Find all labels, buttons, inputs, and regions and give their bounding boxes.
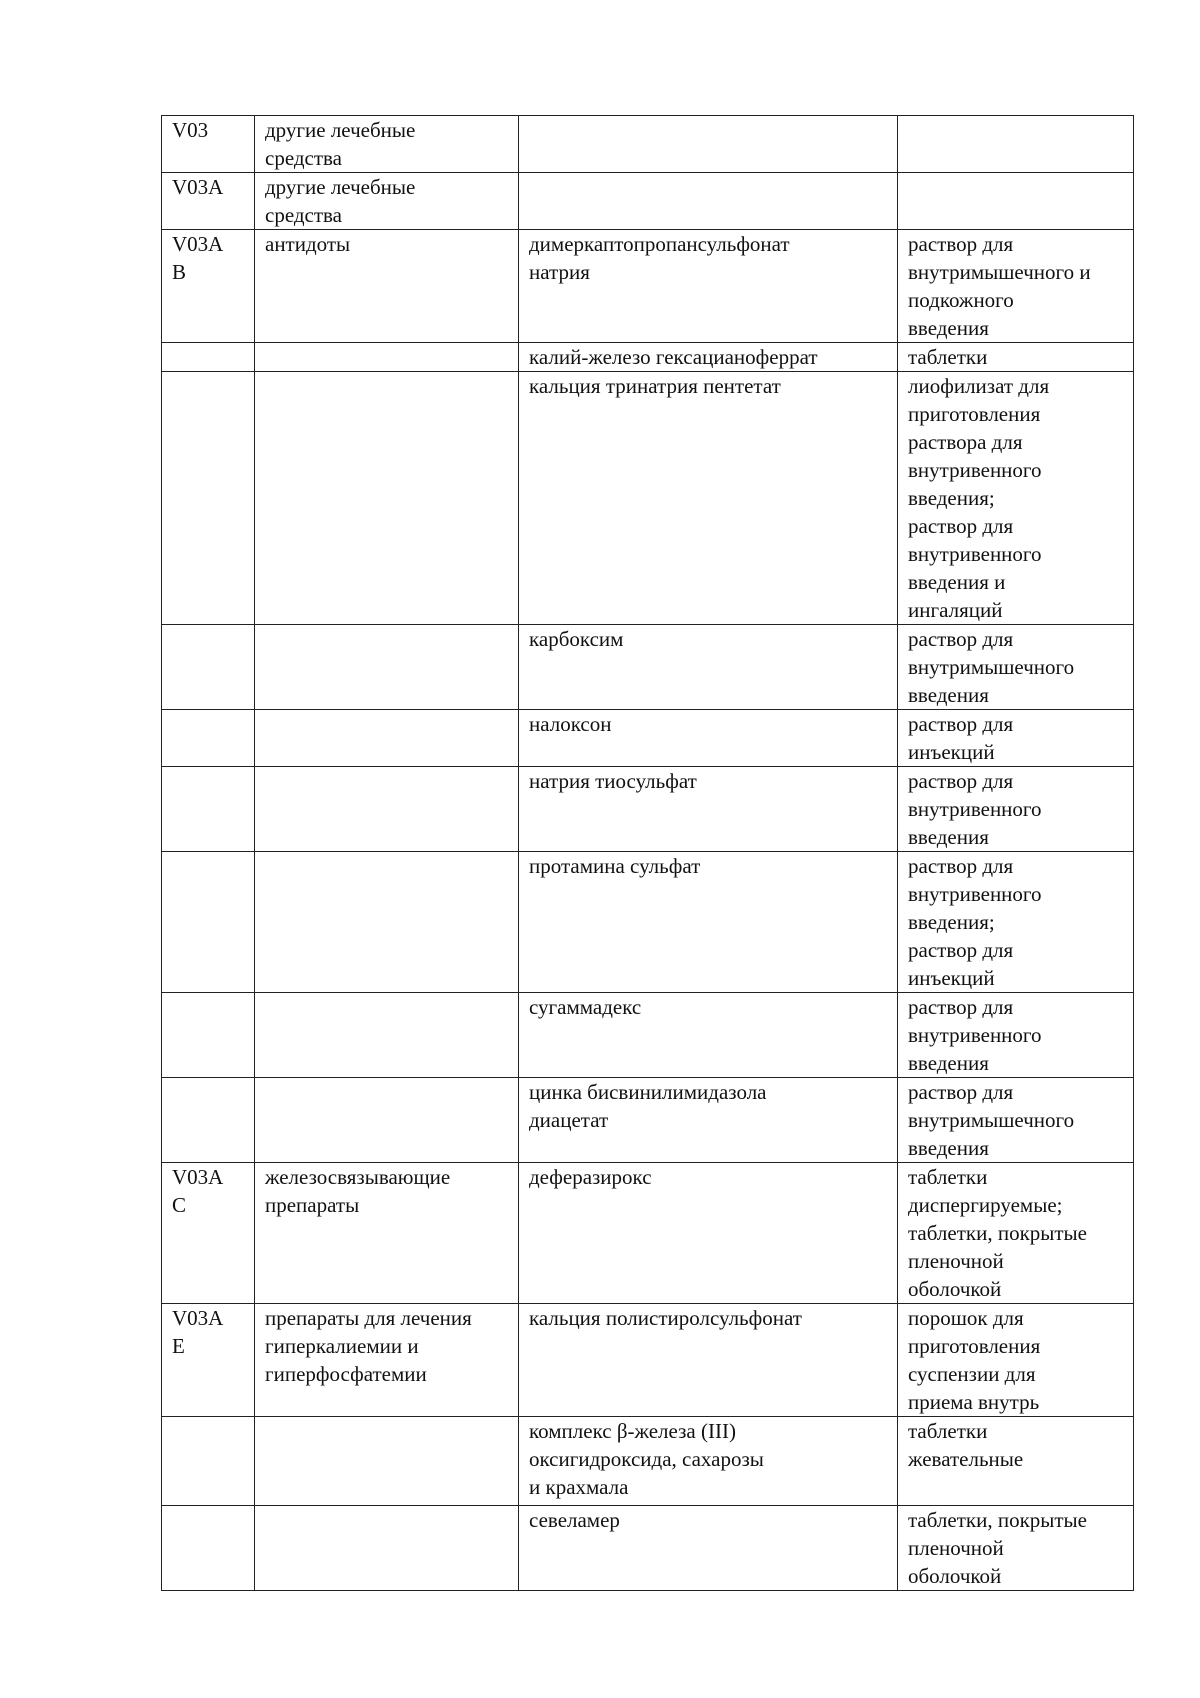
group-cell — [255, 625, 519, 710]
group-cell — [255, 710, 519, 767]
table-row — [162, 1304, 1134, 1417]
dosage-form-cell — [898, 173, 1134, 230]
table-row — [162, 1163, 1134, 1304]
dosage-form-cell: раствор для внутримышечного введения — [898, 625, 1134, 710]
atc-code-cell: V03A C — [162, 1163, 255, 1304]
group-cell — [255, 767, 519, 852]
drug-name-cell: сугаммадекс — [519, 993, 898, 1078]
dosage-form-cell — [898, 116, 1134, 173]
table-row — [162, 993, 1134, 1078]
dosage-form-cell: таблетки диспергируемые; таблетки, покрытые пленочной оболочкой — [898, 1163, 1134, 1304]
atc-code-cell — [162, 625, 255, 710]
table-row — [162, 625, 1134, 710]
group-cell: препараты для лечения гиперкалиемии и гиперфосфатемии — [255, 1304, 519, 1417]
dosage-form-cell: таблетки — [898, 343, 1134, 372]
drug-name-cell: налоксон — [519, 710, 898, 767]
dosage-form-cell: раствор для внутримышечного введения — [898, 1078, 1134, 1163]
drug-name-cell — [519, 116, 898, 173]
table-row — [162, 173, 1134, 230]
table-row — [162, 116, 1134, 173]
table-row — [162, 1417, 1134, 1506]
group-cell — [255, 852, 519, 993]
table-row — [162, 767, 1134, 852]
group-cell: другие лечебные средства — [255, 116, 519, 173]
drug-name-cell: калий-железо гексацианоферрат — [519, 343, 898, 372]
atc-code-cell — [162, 993, 255, 1078]
table-row — [162, 1506, 1134, 1591]
atc-code-cell — [162, 852, 255, 993]
drug-name-cell: цинка бисвинилимидазола диацетат — [519, 1078, 898, 1163]
group-cell: антидоты — [255, 230, 519, 343]
dosage-form-cell: таблетки, покрытые пленочной оболочкой — [898, 1506, 1134, 1591]
atc-code-cell — [162, 1078, 255, 1163]
dosage-form-cell: раствор для внутривенного введения — [898, 993, 1134, 1078]
atc-code-cell — [162, 767, 255, 852]
dosage-form-cell: таблетки жевательные — [898, 1417, 1134, 1506]
dosage-form-cell: раствор для внутривенного введения; раствор для инъекций — [898, 852, 1134, 993]
group-cell — [255, 1078, 519, 1163]
group-cell — [255, 1417, 519, 1506]
dosage-form-cell: раствор для инъекций — [898, 710, 1134, 767]
drug-name-cell: натрия тиосульфат — [519, 767, 898, 852]
group-cell — [255, 1506, 519, 1591]
group-cell — [255, 372, 519, 625]
dosage-form-cell: раствор для внутримышечного и подкожного введения — [898, 230, 1134, 343]
dosage-form-cell: раствор для внутривенного введения — [898, 767, 1134, 852]
drug-name-cell: кальция тринатрия пентетат — [519, 372, 898, 625]
drug-name-cell: севеламер — [519, 1506, 898, 1591]
atc-code-cell — [162, 1506, 255, 1591]
medication-table-body — [162, 116, 1134, 1591]
table-row — [162, 230, 1134, 343]
drug-name-cell: деферазирокс — [519, 1163, 898, 1304]
drug-name-cell: димеркаптопропансульфонат натрия — [519, 230, 898, 343]
group-cell: железосвязывающие препараты — [255, 1163, 519, 1304]
group-cell — [255, 993, 519, 1078]
atc-code-cell: V03 — [162, 116, 255, 173]
dosage-form-cell: порошок для приготовления суспензии для приема внутрь — [898, 1304, 1134, 1417]
table-row — [162, 343, 1134, 372]
group-cell — [255, 343, 519, 372]
table-row — [162, 372, 1134, 625]
drug-name-cell: карбоксим — [519, 625, 898, 710]
table-row — [162, 1078, 1134, 1163]
atc-code-cell — [162, 710, 255, 767]
atc-code-cell — [162, 1417, 255, 1506]
atc-code-cell — [162, 372, 255, 625]
drug-name-cell — [519, 173, 898, 230]
medication-table — [161, 115, 1134, 1591]
drug-name-cell: комплекс β-железа (III) оксигидроксида, сахарозы и крахмала — [519, 1417, 898, 1506]
atc-code-cell: V03A B — [162, 230, 255, 343]
atc-code-cell — [162, 343, 255, 372]
dosage-form-cell: лиофилизат для приготовления раствора для внутривенного введения; раствор для внутривенного введения и ингаляций — [898, 372, 1134, 625]
table-row — [162, 852, 1134, 993]
atc-code-cell: V03A E — [162, 1304, 255, 1417]
drug-name-cell: кальция полистиролсульфонат — [519, 1304, 898, 1417]
atc-code-cell: V03A — [162, 173, 255, 230]
group-cell: другие лечебные средства — [255, 173, 519, 230]
table-row — [162, 710, 1134, 767]
drug-name-cell: протамина сульфат — [519, 852, 898, 993]
